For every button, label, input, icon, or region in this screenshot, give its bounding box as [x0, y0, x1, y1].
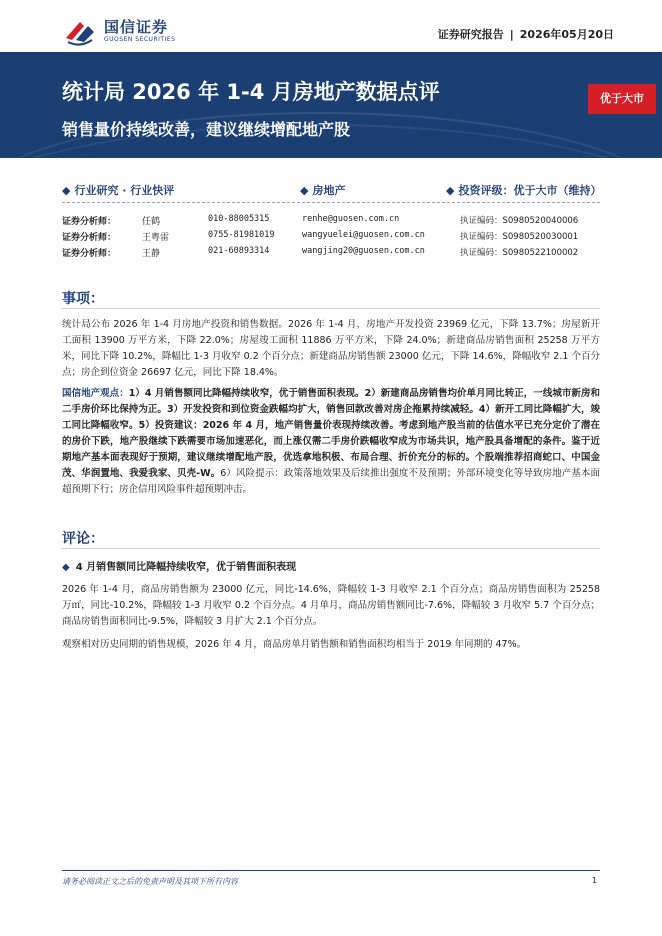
report-title: 统计局 2026 年 1-4 月房地产数据点评 — [62, 80, 440, 104]
analyst-email[interactable]: wangyuelei@guosen.com.cn — [302, 230, 425, 240]
analyst-license: 执证编码：S0980520040006 — [460, 216, 579, 226]
comment-subheading — [62, 558, 296, 573]
analyst-license: 执证编码：S0980522100002 — [460, 248, 579, 258]
analyst-row — [62, 214, 602, 230]
guosen-logo-icon — [62, 14, 98, 48]
diamond-bullet-icon: ◆ — [300, 184, 309, 197]
footer-divider — [62, 870, 600, 871]
comment-subheading-label: 4 月销售额同比降幅持续收窄，优于销售面积表现 — [75, 562, 297, 573]
analyst-email[interactable]: renhe@guosen.com.cn — [302, 214, 400, 224]
view-risk-text: 6）风险提示：政策落地效果及后续推出强度不及预期；外部环境变化等导致房地产基本面超预期下行；房企信用风险事件超预期冲击。 — [62, 468, 600, 495]
analyst-name: 任鹤 — [142, 217, 161, 227]
category-sector-label: 房地产 — [312, 184, 346, 197]
diamond-bullet-icon: ◆ — [62, 562, 70, 573]
analyst-phone: 021-60893314 — [208, 246, 270, 256]
event-heading: 事项： — [62, 291, 104, 307]
analyst-role: 证券分析师： — [62, 249, 117, 259]
analyst-role: 证券分析师： — [62, 217, 117, 227]
section-divider — [62, 308, 600, 309]
analyst-phone: 010-88005315 — [208, 214, 270, 224]
report-meta — [438, 26, 614, 42]
category-rating — [446, 182, 601, 198]
brand-name-en: GUOSEN SECURITIES — [104, 36, 176, 43]
analyst-email[interactable]: wangjing20@guosen.com.cn — [302, 246, 425, 256]
diamond-bullet-icon: ◆ — [446, 184, 455, 197]
report-subtitle: 销售量价持续改善，建议继续增配地产股 — [62, 120, 351, 139]
comment-para-1: 2026 年 1-4 月，商品房销售额为 23000 亿元，同比-14.6%，降幅较 1-3 月收窄 2.1 个百分点；商品房销售面积为 25258 万㎡，同比-10.2%，降幅较 1-3 月收窄 0.2 个百分点。4 月单月，商品房销售额同比-7.6%，降幅较 3 月收窄 5.7 个百分点；商品房销售面积同比-9.5%，降幅较 3 月扩大 2.1 个百分点。 — [62, 584, 600, 627]
category-sector — [300, 182, 345, 198]
analyst-name: 王静 — [142, 249, 161, 259]
meta-separator: | — [509, 28, 514, 41]
report-date: 2026年05月20日 — [519, 28, 614, 41]
analyst-row — [62, 246, 602, 262]
page-number: 1 — [592, 876, 598, 885]
analyst-name: 王粤雷 — [142, 233, 170, 243]
footer-disclaimer: 请务必阅读正文之后的免责声明及其项下所有内容 — [62, 877, 238, 886]
comment-heading: 评论： — [62, 531, 104, 547]
report-type: 证券研究报告 — [437, 28, 504, 41]
section-divider — [62, 548, 600, 549]
rating-badge: 优于大市 — [588, 84, 656, 114]
analyst-role: 证券分析师： — [62, 233, 117, 243]
brand-name: 国信证券 — [104, 18, 169, 36]
view-bold-text: 1）4 月销售额同比降幅持续收窄，优于销售面积表现。2）新建商品房销售均价单月同比转正，一线城市新房和二手房价环比保持为正。3）开发投资和到位资金跌幅均扩大，销售回款改善对房企拖累持续减轻。4）新开工同比降幅扩大，竣工同比降幅收窄。5）投资建议：2026 年 4 月，地产销售量价表现持续改善。考虑到地产股当前的估值水平已充分定价了潜在的房价下跌，地产股继续下跌需要市场加速恶化，而上涨仅需二手房价跌幅收窄成为市场共识，地产股具备增配的条件。鉴于近期地产基本面表现好于预期，建议继续增配地产股，优选拿地积极、布局合理、折价充分的标的。个股端推荐招商蛇口、中国金茂、华润置地、我爱我家、贝壳-W。 — [62, 388, 600, 479]
category-industry — [62, 182, 174, 198]
category-industry-label: 行业研究 · 行业快评 — [74, 184, 175, 197]
diamond-bullet-icon: ◆ — [62, 184, 71, 197]
view-lead: 国信地产观点： — [62, 388, 129, 399]
comment-para-2: 观察相对历史同期的销售规模，2026 年 4 月，商品房单月销售额和销售面积均相当于 2019 年同期的 47%。 — [62, 639, 527, 650]
analyst-row — [62, 230, 602, 246]
category-rating-label: 投资评级：优于大市（维持） — [458, 184, 602, 197]
guosen-view — [62, 386, 600, 498]
analyst-phone: 0755-81981019 — [208, 230, 275, 240]
event-body: 统计局公布 2026 年 1-4 月房地产投资和销售数据。2026 年 1-4 月，房地产开发投资 23969 亿元，下降 13.7%；房屋新开工面积 13900 万平方米，下降 22.0%；房屋竣工面积 11886 万平方米，下降 24.0%；新建商品房销售面积 25258 万平方米，同比下降 10.2%，降幅比 1-3 月收窄 0.2 个百分点；新建商品房销售额 23000 亿元，下降 14.6%，降幅收窄 2.1 个百分点；房企到位资金 26697 亿元，同比下降 18.4%。 — [62, 319, 600, 378]
analyst-license: 执证编码：S0980520030001 — [460, 232, 579, 242]
divider — [62, 202, 600, 203]
